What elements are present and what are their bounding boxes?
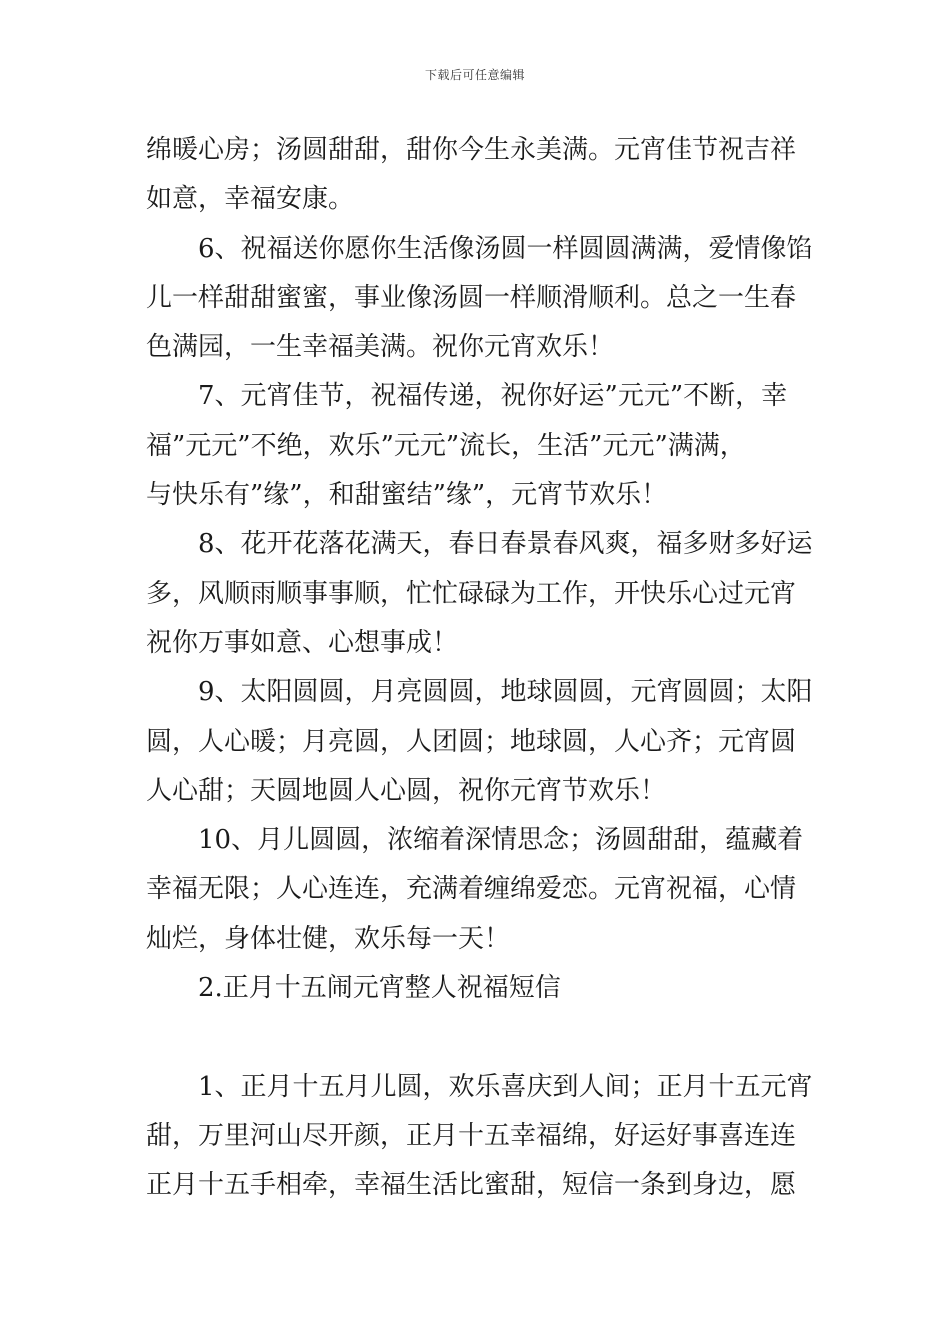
paragraph-line: 10、月儿圆圆，浓缩着深情思念；汤圆甜甜，蕴藏着: [198, 825, 804, 856]
paragraph-line: 如意，幸福安康。: [146, 184, 355, 215]
paragraph-line: 多，风顺雨顺事事顺，忙忙碌碌为工作，开快乐心过元宵: [146, 578, 797, 609]
document-body: [146, 126, 822, 1211]
section-heading: 2.正月十五闹元宵整人祝福短信: [198, 973, 561, 1004]
paragraph-line: 1、正月十五月儿圆，欢乐喜庆到人间；正月十五元宵: [198, 1071, 813, 1102]
paragraph-line: 人心甜；天圆地圆人心圆，祝你元宵节欢乐！: [146, 775, 667, 806]
paragraph-line: 9、太阳圆圆，月亮圆圆，地球圆圆，元宵圆圆；太阳: [198, 677, 813, 708]
paragraph-line: 7、元宵佳节，祝福传递，祝你好运”元元”不断，幸: [198, 381, 788, 412]
paragraph-line: 8、花开花落花满天，春日春景春风爽，福多财多好运: [198, 529, 813, 560]
paragraph-line: 儿一样甜甜蜜蜜，事业像汤圆一样顺滑顺利。总之一生春: [146, 282, 797, 313]
paragraph-line: 与快乐有”缘”，和甜蜜结”缘”，元宵节欢乐！: [146, 480, 668, 511]
paragraph-line: 福”元元”不绝，欢乐”元元”流长，生活”元元”满满，: [146, 430, 746, 461]
paragraph-line: 绵暖心房；汤圆甜甜，甜你今生永美满。元宵佳节祝吉祥: [146, 135, 797, 165]
paragraph-line: 色满园，一生幸福美满。祝你元宵欢乐！: [146, 332, 615, 363]
paragraph-line: 圆，人心暖；月亮圆，人团圆；地球圆，人心齐；元宵圆: [146, 726, 797, 757]
paragraph-line: 甜，万里河山尽开颜，正月十五幸福绵，好运好事喜连连: [146, 1120, 797, 1151]
paragraph-line: 正月十五手相牵，幸福生活比蜜甜，短信一条到身边，愿: [146, 1170, 797, 1201]
page-header: 下载后可任意编辑: [424, 68, 525, 82]
blank-line: [146, 1013, 822, 1062]
paragraph-line: 灿烂，身体壮健，欢乐每一天！: [146, 923, 511, 954]
paragraph-line: 幸福无限；人心连连，充满着缠绵爱恋。元宵祝福，心情: [146, 874, 797, 905]
paragraph-line: 6、祝福送你愿你生活像汤圆一样圆圆满满，爱情像馅: [198, 233, 813, 264]
paragraph-line: 祝你万事如意、心想事成！: [146, 627, 459, 658]
